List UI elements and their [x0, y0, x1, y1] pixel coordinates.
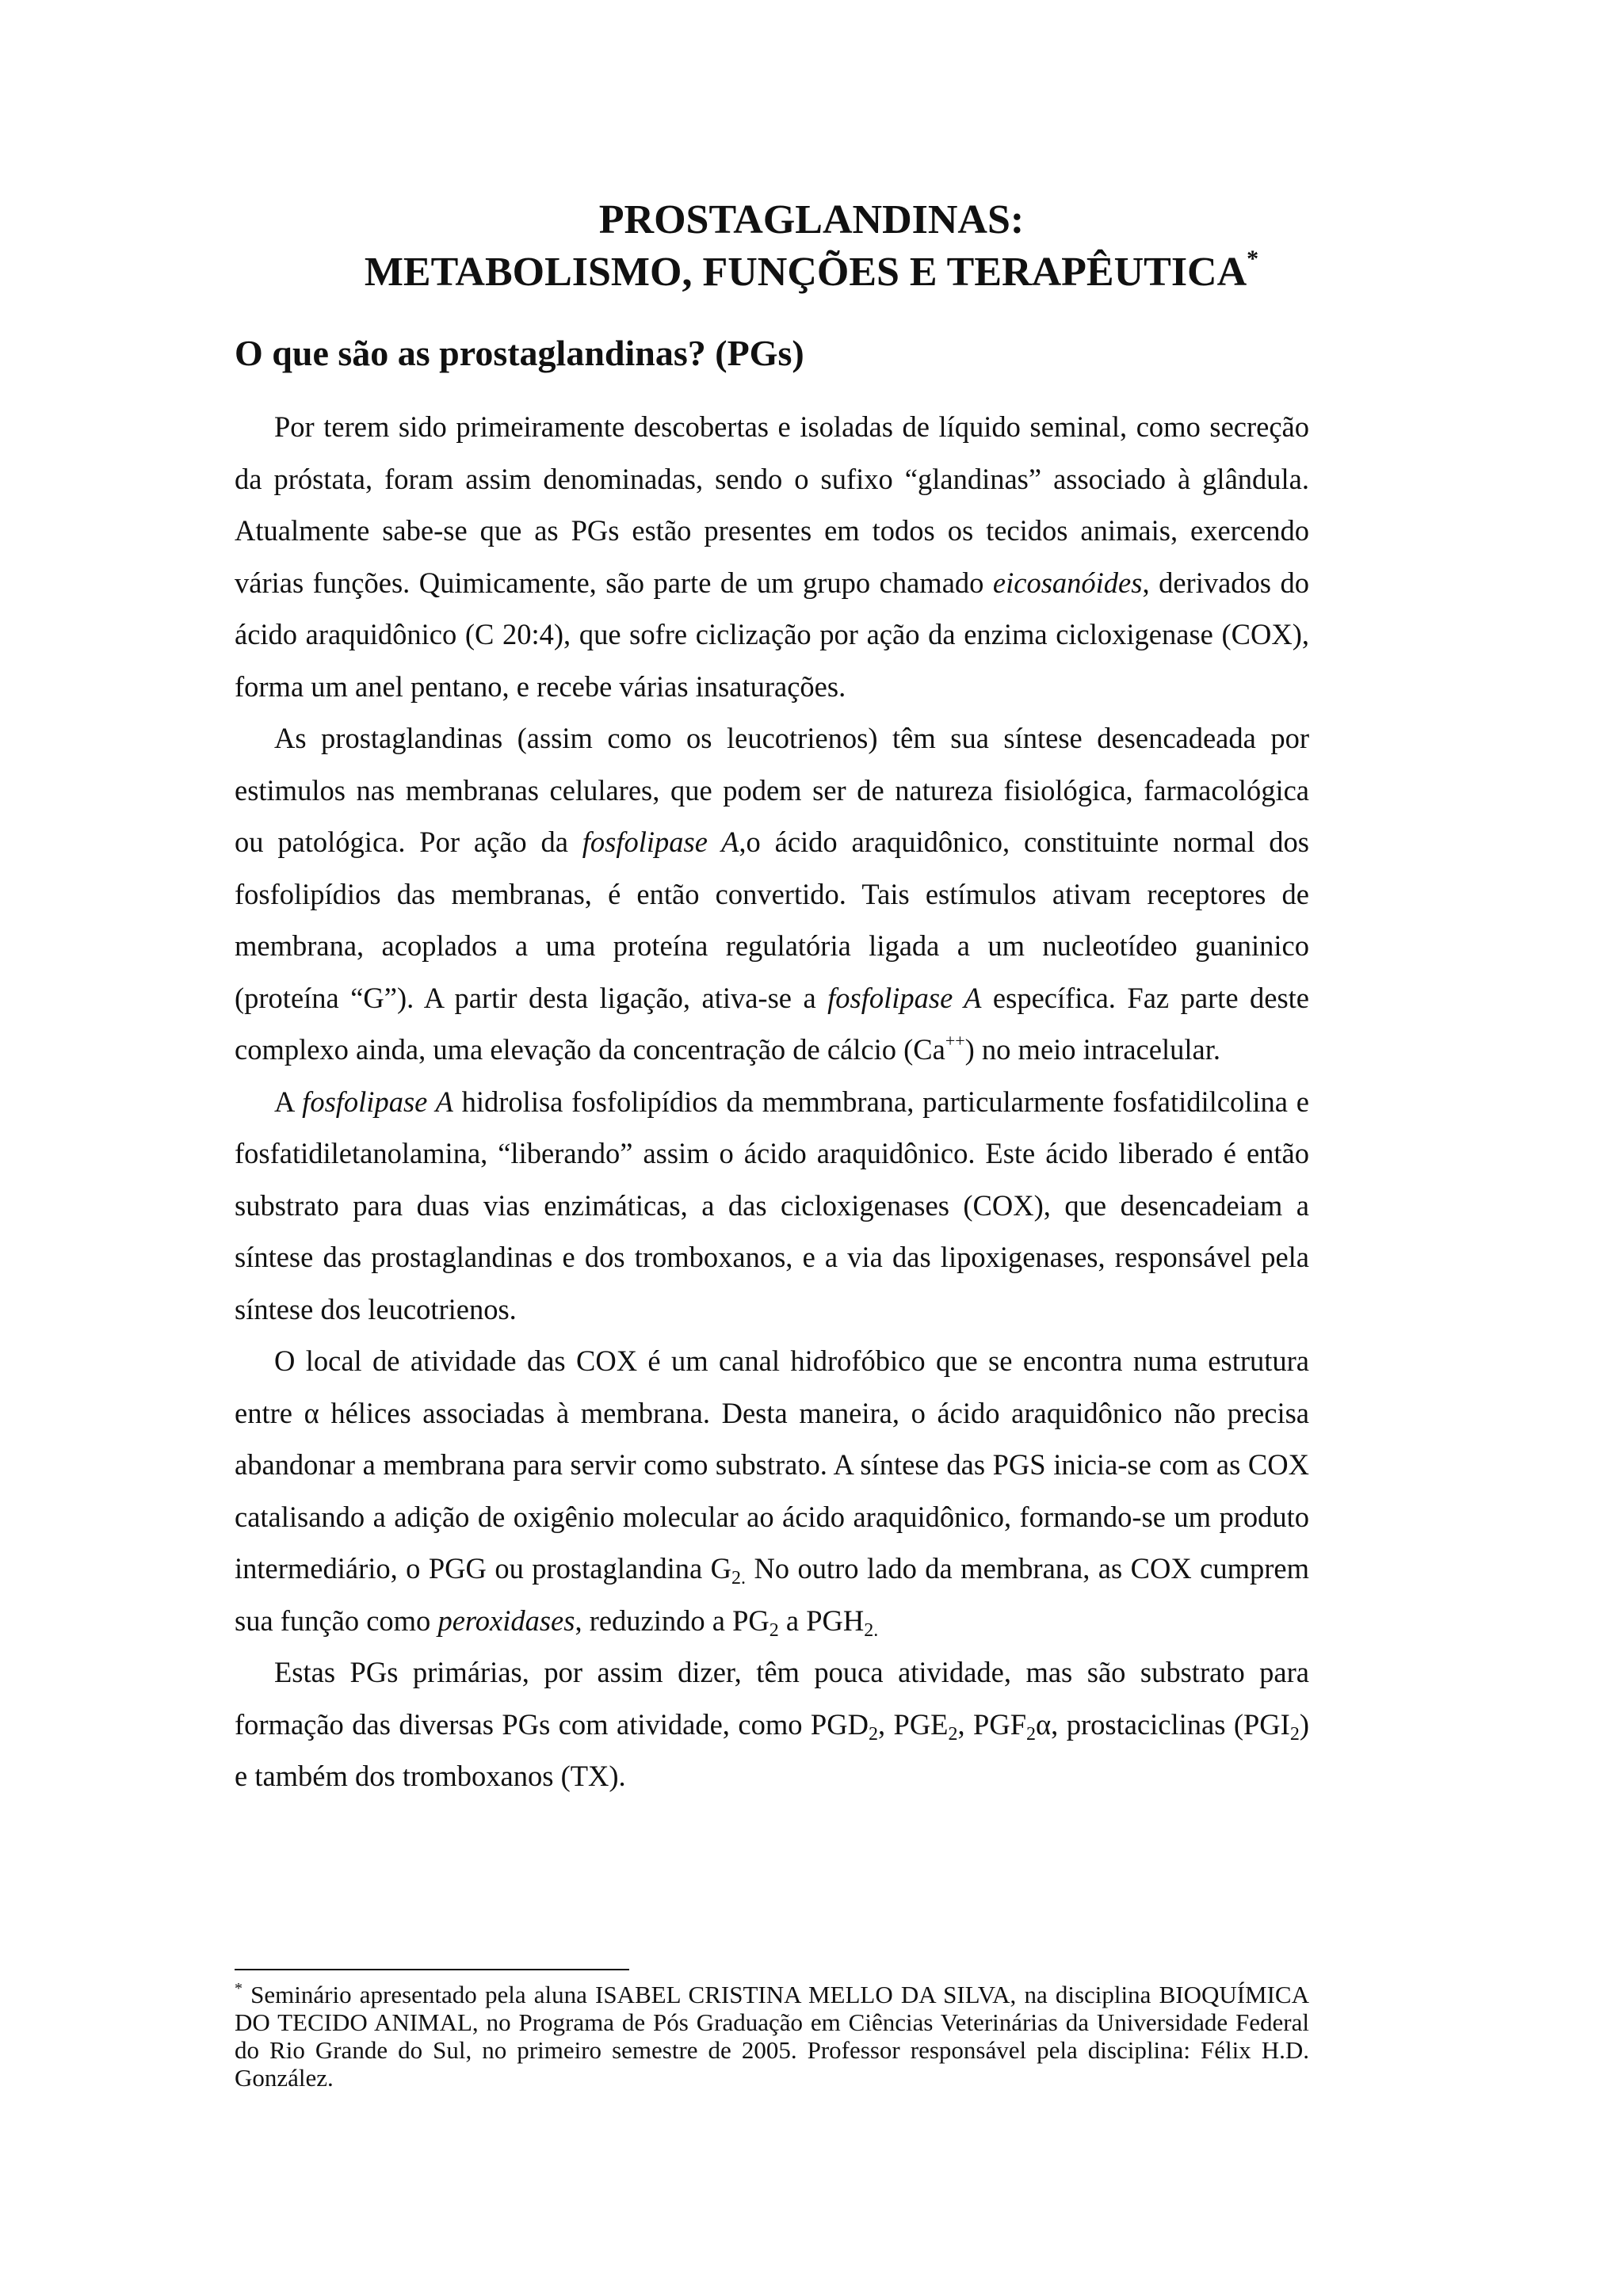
body-text [235, 401, 1309, 1802]
p5-subscript-4: 2 [1289, 1723, 1300, 1745]
p5-text-1: Estas PGs primárias, por assim dizer, têm pouca atividade, mas são substrato para formação das diversas PGs com atividade, como PGD [235, 1656, 1309, 1741]
footnote-separator [235, 1969, 629, 1970]
p4-subscript-2: 2 [769, 1619, 779, 1641]
title-line-2 [0, 247, 1623, 298]
p5-subscript-1: 2 [868, 1723, 878, 1745]
p2-text-4: ) no meio intracelular. [964, 1033, 1220, 1066]
p3-italic-fosfolipase: fosfolipase A [302, 1085, 453, 1118]
p2-calcium-superscript: ++ [945, 1031, 965, 1051]
paragraph-3 [235, 1076, 1309, 1336]
title-line-2-text: METABOLISMO, FUNÇÕES E TERAPÊUTICA [364, 250, 1247, 295]
p2-text-1: As prostaglandinas (assim como os leucotrienos) têm sua síntese desencadeada por estimulos nas membranas celulares, que podem ser de natureza fisiológica, farmacológica ou patológica. Por ação da [235, 722, 1309, 858]
paragraph-5 [235, 1646, 1309, 1802]
p4-text-3: , reduzindo a PG [575, 1604, 769, 1637]
p5-subscript-3: 2 [1026, 1723, 1037, 1745]
p4-text-4: a PGH [778, 1604, 865, 1637]
title-footnote-mark: * [1247, 246, 1259, 272]
title-line-1-text: PROSTAGLANDINAS: [598, 197, 1025, 242]
paragraph-4 [235, 1335, 1309, 1646]
p5-text-5: ) e também dos tromboxanos (TX). [235, 1707, 1309, 1792]
p1-italic-eicosanoides: eicosanóides [992, 566, 1143, 599]
p5-text-2: , PGE [877, 1707, 949, 1741]
p4-subscript-3: 2. [864, 1619, 879, 1641]
footnote-text: Seminário apresentado pela aluna ISABEL CRISTINA MELLO DA SILVA, na disciplina BIOQUÍMICA DO TECIDO ANIMAL, no Programa de Pós Graduação em Ciências Veterinárias da Universidade Federal do Rio Grande do Sul, no primeiro semestre de 2005. Professor responsável pela disciplina: Félix H.D. González. [235, 1981, 1309, 2092]
p4-text-1: O local de atividade das COX é um canal hidrofóbico que se encontra numa estrutura entre α hélices associadas à membrana. Desta maneira, o ácido araquidônico não precisa abandonar a membrana para servir como substrato. A síntese das PGS inicia-se com as COX catalisando a adição de oxigênio molecular ao ácido araquidônico, formando-se um produto intermediário, o PGG ou prostaglandina G [235, 1344, 1309, 1585]
p1-text-1: Por terem sido primeiramente descobertas e isoladas de líquido seminal, como secreção da próstata, foram assim denominadas, sendo o sufixo “glandinas” associado à glândula. Atualmente sabe-se que as PGs estão presentes em todos os tecidos animais, exercendo várias funções. Quimicamente, são parte de um grupo chamado [235, 410, 1309, 599]
title-line-1 [0, 195, 1623, 246]
p3-text-2: hidrolisa fosfolipídios da memmbrana, particularmente fosfatidilcolina e fosfatidiletanolamina, “liberando” assim o ácido araquidônico. Este ácido liberado é então substrato para duas vias enzimáticas, a das cicloxigenases (COX), que desencadeiam a síntese das prostaglandinas e dos tromboxanos, e a via das lipoxigenases, responsável pela síntese dos leucotrienos. [235, 1085, 1309, 1325]
p5-text-3: , PGF [957, 1707, 1027, 1741]
p2-italic-fosfolipase-1: fosfolipase A [582, 826, 739, 858]
p2-text-2: ,o ácido araquidônico, constituinte normal dos fosfolipídios das membranas, é então convertido. Tais estímulos ativam receptores de membrana, acoplados a uma proteína regulatória ligada a um nucleotídeo guaninico (proteína “G”). A partir desta ligação, ativa-se a [235, 826, 1310, 1014]
footnote [235, 1981, 1309, 2092]
p5-text-4: α, prostaciclinas (PGI [1036, 1707, 1290, 1741]
section-heading: O que são as prostaglandinas? (PGs) [235, 333, 804, 373]
p2-text-3: específica. Faz parte deste complexo ainda, uma elevação da concentração de cálcio (Ca [235, 981, 1309, 1066]
p4-italic-peroxidases: peroxidases [437, 1604, 575, 1637]
p5-subscript-2: 2 [948, 1723, 958, 1745]
p4-text-2: No outro lado da membrana, as COX cumprem sua função como [235, 1552, 1309, 1637]
paragraph-1 [235, 401, 1309, 712]
p4-subscript-1: 2. [731, 1568, 746, 1589]
p1-text-2: , derivados do ácido araquidônico (C 20:4), que sofre ciclização por ação da enzima cicloxigenase (COX), forma um anel pentano, e recebe várias insaturações. [235, 566, 1309, 703]
p3-text-1: A [274, 1085, 303, 1118]
p2-italic-fosfolipase-2: fosfolipase A [827, 981, 982, 1014]
footnote-mark: * [235, 1980, 242, 1997]
paragraph-2 [235, 712, 1309, 1076]
